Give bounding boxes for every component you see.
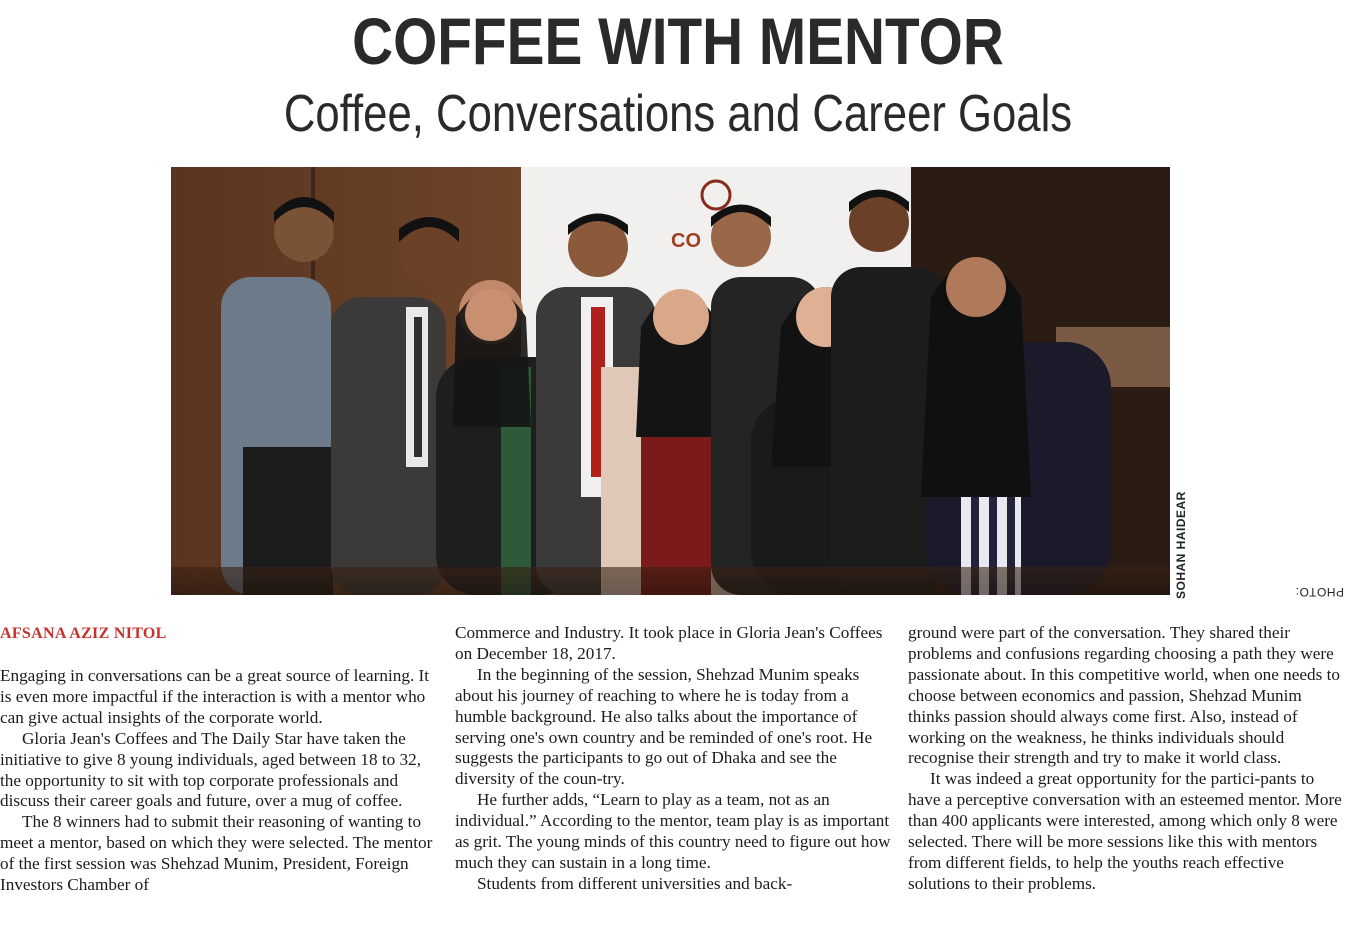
paragraph: ground were part of the conversation. They shared their problems and confusions regarding choosing a path they were passionate about. In this competitive world, when one needs to choose between economics and passion, Shehzad Munim thinks passion should always come first. Also, instead of working on the weakness, he thinks individuals should recognise their strength and try to make it world class. (908, 623, 1340, 768)
paragraph: He further adds, “Learn to play as a team, not as an individual.” According to the mentor, team play is as important as grit. The young minds of this country need to figure out how much they can sustain in a long time. (455, 790, 891, 872)
paragraph: It was indeed a great opportunity for the partici-pants to have a perceptive conversation with an esteemed mentor. More than 400 applicants were interested, among which only 8 were selected. There will be more sessions like this with mentors from different fields, to help the youths reach effective solutions to their problems. (908, 769, 1342, 893)
paragraph: Students from different universities and back- (477, 873, 793, 893)
article-column-3 (908, 623, 1348, 895)
article-column-1 (0, 623, 440, 896)
paragraph: Gloria Jean's Coffees and The Daily Star have taken the initiative to give 8 young individuals, aged between 18 to 32, the opportunity to sit with top corporate professionals and discuss their career goals and future, over a mug of coffee. (0, 728, 422, 811)
subheadline: Coffee, Conversations and Career Goals (283, 85, 1073, 143)
paragraph: In the beginning of the session, Shehzad Munim speaks about his journey of reaching to where he is today from a humble background. He also talks about the importance of serving one's own country and be reminded of one's root. He suggests the participants to go out of Dhaka and see the diversity of the coun-try. (455, 664, 873, 789)
article-column-2 (455, 623, 895, 895)
photo-credit (1174, 429, 1344, 599)
headline: COFFEE WITH MENTOR (352, 4, 1004, 78)
photo-credit-prefix: PHOTO: (1295, 585, 1344, 599)
paragraph: The 8 winners had to submit their reasoning of wanting to meet a mentor, based on which they were selected. The mentor of the first session was Shehzad Munim, President, Foreign Investors Chamber of (0, 812, 433, 895)
backdrop-logo-text: CO (671, 230, 701, 252)
byline: AFSANA AZIZ NITOL (0, 625, 167, 642)
paragraph: Engaging in conversations can be a great source of learning. It is even more impactful if the interaction is with a mentor who can give actual insights of the corporate world. (0, 666, 430, 727)
photo-credit-name: SOHAN HAIDEAR (1174, 491, 1188, 599)
group-photo (171, 167, 1170, 595)
paragraph: Commerce and Industry. It took place in Gloria Jean's Coffees on December 18, 2017. (455, 623, 883, 663)
